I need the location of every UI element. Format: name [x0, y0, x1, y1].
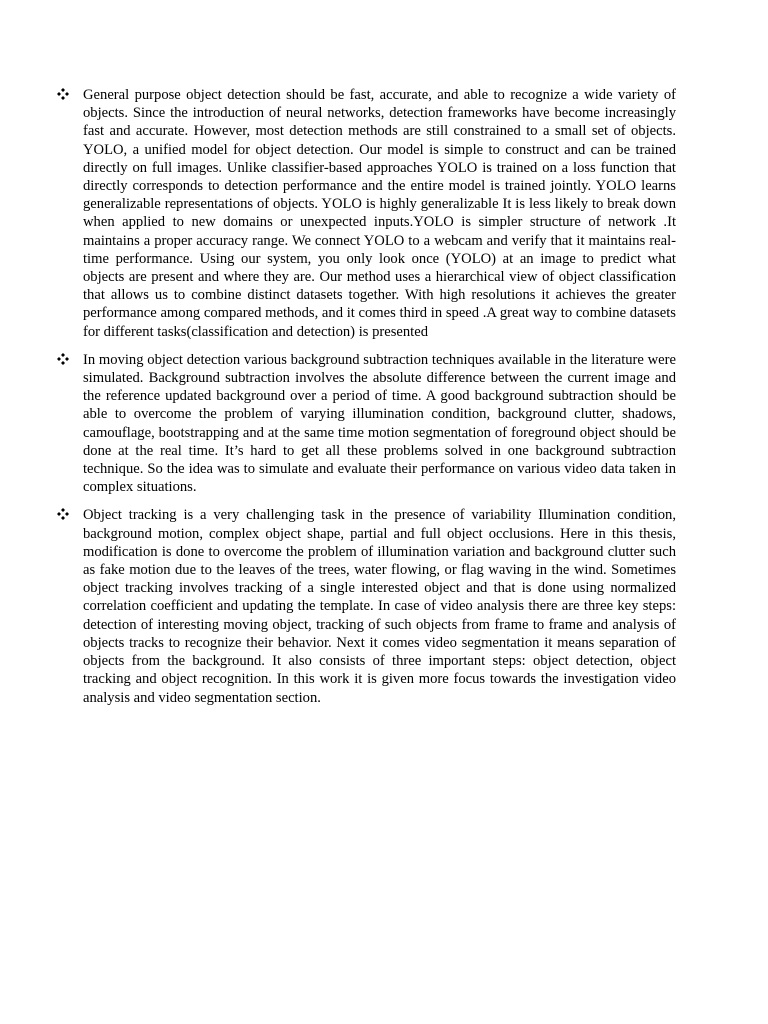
- four-diamond-bullet-icon: [56, 352, 70, 366]
- bullet-list: [56, 86, 676, 717]
- four-diamond-bullet-icon: [56, 87, 70, 101]
- paragraph-moving-object-detection: In moving object detection various background subtraction techniques available in the literature were simulated. Background subtraction involves the absolute difference between the current image and the reference updated background over a period of time. A good background subtraction should be able to overcome the problem of varying illumination condition, background clutter, shadows, camouflage, bootstrapping and at the same time motion segmentation of foreground object should be done at the real time. It’s hard to get all these problems solved in one background subtraction technique. So the idea was to simulate and evaluate their performance on various video data taken in complex situations.: [83, 351, 676, 496]
- bullet-item-background-subtraction: [56, 351, 676, 497]
- paragraph-object-detection: General purpose object detection should be fast, accurate, and able to recognize a wide variety of objects. Since the introduction of neural networks, detection frameworks have become increasingly fast and accurate. However, most detection methods are still constrained to a small set of objects. YOLO, a unified model for object detection. Our model is simple to construct and can be trained directly on full images. Unlike classifier-based approaches YOLO is trained on a loss function that directly corresponds to detection performance and the entire model is trained jointly. YOLO learns generalizable representations of objects. YOLO is highly generalizable It is less likely to break down when applied to new domains or unexpected inputs.YOLO is simpler structure of network .It maintains a proper accuracy range. We connect YOLO to a webcam and verify that it maintains real-time performance. Using our system, you only look once (YOLO) at an image to predict what objects are present and where they are. Our method uses a hierarchical view of object classification that allows us to combine distinct datasets together. With high resolutions it achieves the greater performance among compared methods, and it comes third in speed .A great way to combine datasets for different tasks(classification and detection) is presented: [83, 87, 676, 340]
- paragraph-object-tracking: Object tracking is a very challenging task in the presence of variability Illumination condition, background motion, complex object shape, partial and full object occlusions. Here in this thesis, modification is done to overcome the problem of illumination variation and background clutter such as fake motion due to the leaves of the trees, water flowing, or flag waving in the wind. Sometimes object tracking involves tracking of a single interested object and that is done using normalized correlation coefficient and updating the template. In case of video analysis there are three key steps: detection of interesting moving object, tracking of such objects from frame to frame and analysis of objects tracks to recognize their behavior. Next it comes video segmentation it means separation of objects from the background. It also consists of three important steps: object detection, object tracking and object recognition. In this work it is given more focus towards the investigation video analysis and video segmentation section.: [83, 507, 676, 706]
- bullet-item-object-tracking: [56, 506, 676, 706]
- four-diamond-bullet-icon: [56, 507, 70, 521]
- bullet-item-yolo: [56, 86, 676, 341]
